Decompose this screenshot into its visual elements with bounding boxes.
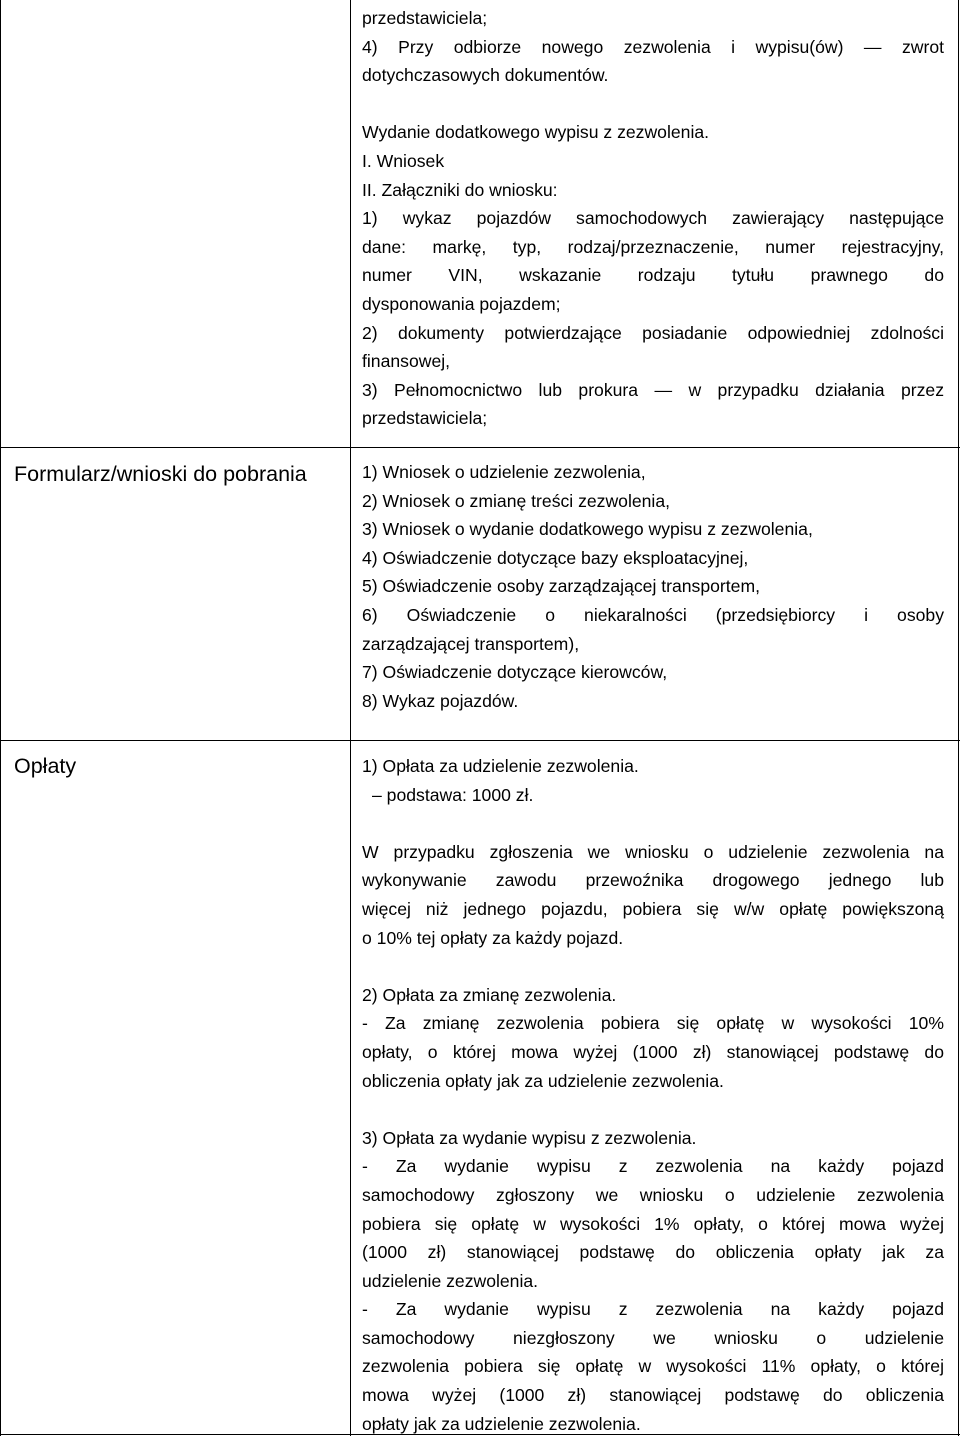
extract-line: dane: markę, typ, rodzaj/przeznaczenie, numer rejestracyjny, bbox=[362, 236, 944, 257]
fee3-title: 3) Opłata za wydanie wypisu z zezwolenia. bbox=[362, 1127, 697, 1148]
fees-label: Opłaty bbox=[14, 754, 77, 778]
requirements-cell bbox=[362, 4, 944, 433]
fee2-line: obliczenia opłaty jak za udzielenie zezwolenia. bbox=[362, 1070, 724, 1091]
table-border-right bbox=[958, 0, 959, 1436]
table-border-left bbox=[0, 0, 1, 1436]
fee3-line: udzielenie zezwolenia. bbox=[362, 1270, 539, 1291]
form-item: 1) Wniosek o udzielenie zezwolenia, bbox=[362, 462, 646, 482]
fee2-title: 2) Opłata za zmianę zezwolenia. bbox=[362, 984, 617, 1005]
fee1-title: 1) Opłata za udzielenie zezwolenia. bbox=[362, 756, 639, 776]
fee1-note-line: W przypadku zgłoszenia we wniosku o udzielenie zezwolenia na bbox=[362, 841, 944, 862]
continuation-line: 4) Przy odbiorze nowego zezwolenia i wypisu(ów) — zwrot bbox=[362, 36, 944, 57]
fee1-note-line: o 10% tej opłaty za każdy pojazd. bbox=[362, 927, 624, 948]
row-divider-fees bbox=[0, 740, 960, 741]
fee3-line: - Za wydanie wypisu z zezwolenia na każdy pojazd bbox=[362, 1299, 944, 1320]
extract-line: I. Wniosek bbox=[362, 150, 445, 171]
continuation-line: przedstawiciela; bbox=[362, 8, 488, 28]
form-item: 4) Oświadczenie dotyczące bazy eksploatacyjnej, bbox=[362, 547, 749, 568]
extract-line: przedstawiciela; bbox=[362, 408, 488, 429]
form-item: 6) Oświadczenie o niekaralności (przedsiębiorcy i osoby bbox=[362, 604, 944, 625]
extract-line: numer VIN, wskazanie rodzaju tytułu prawnego do bbox=[362, 265, 944, 286]
forms-label: Formularz/wnioski do pobrania bbox=[14, 462, 307, 486]
fees-cell bbox=[362, 752, 944, 1438]
fee3-line: samochodowy niezgłoszony we wniosku o udzielenie bbox=[362, 1327, 944, 1348]
fee2-line: opłaty, o której mowa wyżej (1000 zł) stanowiącej podstawę do bbox=[362, 1041, 944, 1062]
form-item: 2) Wniosek o zmianę treści zezwolenia, bbox=[362, 490, 671, 511]
fee3-line: opłaty jak za udzielenie zezwolenia. bbox=[362, 1413, 641, 1434]
form-item: 5) Oświadczenie osoby zarządzającej transportem, bbox=[362, 576, 760, 597]
form-item: zarządzającej transportem), bbox=[362, 633, 580, 654]
row-divider-forms bbox=[0, 447, 960, 448]
extract-line: 3) Pełnomocnictwo lub prokura — w przypadku działania przez bbox=[362, 379, 944, 400]
extract-line: finansowej, bbox=[362, 351, 451, 372]
extract-line: 2) dokumenty potwierdzające posiadanie odpowiedniej zdolności bbox=[362, 322, 944, 343]
extract-line: dysponowania pojazdem; bbox=[362, 293, 561, 314]
fee3-line: samochodowy zgłoszony we wniosku o udzielenie zezwolenia bbox=[362, 1184, 944, 1205]
fee3-line: zezwolenia pobiera się opłatę w wysokości 11% opłaty, o której bbox=[362, 1356, 944, 1377]
fee3-line: pobiera się opłatę w wysokości 1% opłaty, o której mowa wyżej bbox=[362, 1213, 944, 1234]
extract-line: II. Załączniki do wniosku: bbox=[362, 179, 558, 200]
extract-line: 1) wykaz pojazdów samochodowych zawierający następujące bbox=[362, 208, 944, 229]
table-column-divider bbox=[350, 0, 351, 1436]
fee1-note-line: więcej niż jednego pojazdu, pobiera się w/w opłatę powiększoną bbox=[362, 898, 944, 919]
extract-heading: Wydanie dodatkowego wypisu z zezwolenia. bbox=[362, 122, 710, 143]
fee3-line: (1000 zł) stanowiącej podstawę do obliczenia opłaty jak za bbox=[362, 1242, 944, 1263]
form-item: 8) Wykaz pojazdów. bbox=[362, 690, 519, 711]
form-item: 3) Wniosek o wydanie dodatkowego wypisu z zezwolenia, bbox=[362, 519, 813, 540]
fee1-base: – podstawa: 1000 zł. bbox=[372, 784, 534, 805]
form-item: 7) Oświadczenie dotyczące kierowców, bbox=[362, 662, 668, 683]
fee3-line: mowa wyżej (1000 zł) stanowiącej podstawę do obliczenia bbox=[362, 1385, 944, 1406]
fee1-note-line: wykonywanie zawodu przewoźnika drogowego jednego lub bbox=[362, 870, 944, 891]
fee3-line: - Za wydanie wypisu z zezwolenia na każdy pojazd bbox=[362, 1156, 944, 1177]
fee2-line: - Za zmianę zezwolenia pobiera się opłatę w wysokości 10% bbox=[362, 1013, 944, 1034]
continuation-line: dotychczasowych dokumentów. bbox=[362, 65, 609, 86]
forms-cell bbox=[362, 458, 944, 715]
